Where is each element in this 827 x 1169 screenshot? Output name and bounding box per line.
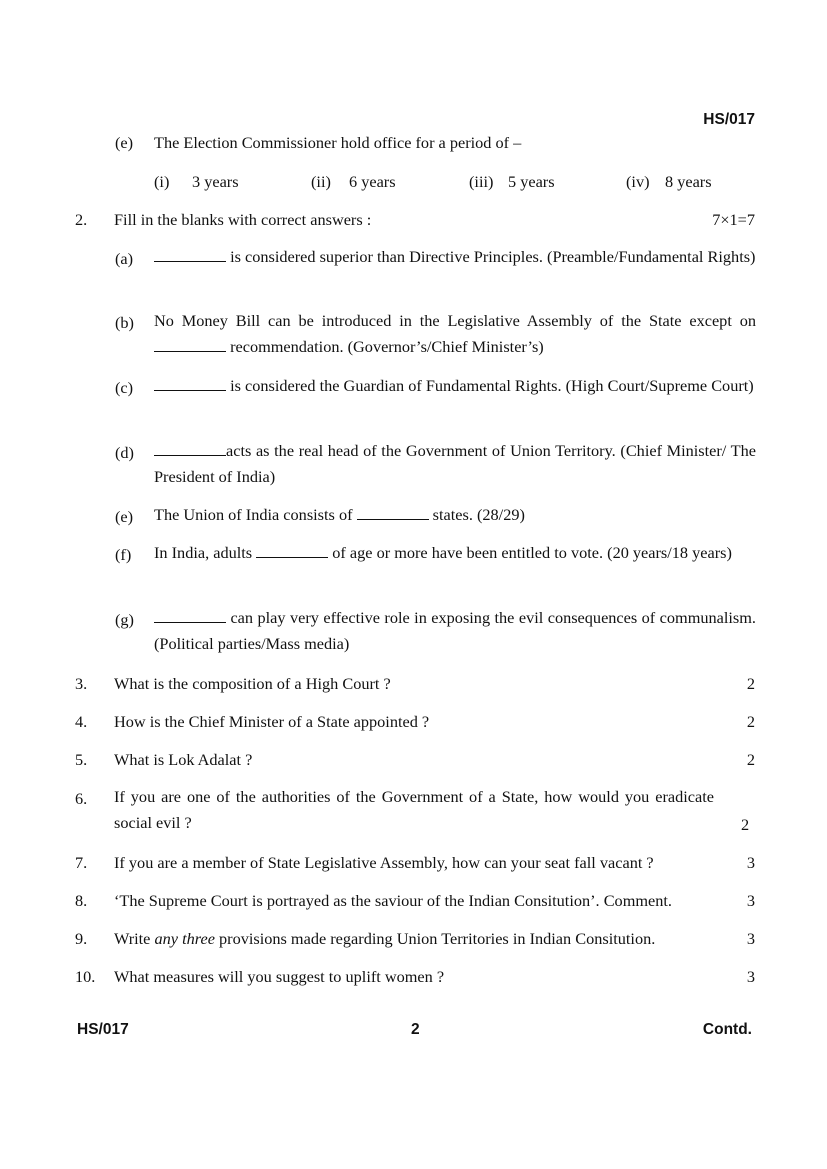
continued-label: Contd. <box>702 1021 752 1038</box>
q5-marks: 2 <box>746 750 755 769</box>
q2f-label: (f) <box>115 545 132 564</box>
header-code: HS/017 <box>703 111 755 128</box>
q9-text: Write any three provisions made regarding Union Territories in Indian Consitution. <box>114 929 656 948</box>
q2e-label: (e) <box>115 507 134 526</box>
q2d-label: (d) <box>115 443 134 462</box>
q1e-option-num: (iv) <box>626 172 650 191</box>
answer-blank[interactable] <box>154 248 226 262</box>
q1e-option-num: (i) <box>154 172 170 191</box>
q1e-option-text: 8 years <box>665 172 712 191</box>
q8-marks: 3 <box>746 891 755 910</box>
q10-marks: 3 <box>746 967 755 986</box>
q1e-option-text: 3 years <box>192 172 239 191</box>
answer-blank[interactable] <box>256 544 328 558</box>
answer-blank[interactable] <box>154 338 226 352</box>
q4-text: How is the Chief Minister of a State appointed ? <box>114 712 430 731</box>
q7-number: 7. <box>75 853 88 872</box>
q1e-option-num: (iii) <box>469 172 494 191</box>
q10-text: What measures will you suggest to uplift women ? <box>114 967 445 986</box>
q1e-option-text: 6 years <box>349 172 396 191</box>
q2c-label: (c) <box>115 378 134 397</box>
q2g-item: can play very effective role in exposing the evil consequences of communalism. (Political parties/Mass media) <box>154 608 756 653</box>
q9-marks: 3 <box>746 929 755 948</box>
answer-blank[interactable] <box>154 609 226 623</box>
q2b-label: (b) <box>115 313 134 332</box>
q3-number: 3. <box>75 674 88 693</box>
q8-text: ‘The Supreme Court is portrayed as the saviour of the Indian Consitution’. Comment. <box>114 891 672 910</box>
q8-number: 8. <box>75 891 88 910</box>
q2-marks: 7×1=7 <box>712 210 755 229</box>
q2c-item: is considered the Guardian of Fundamental Rights. (High Court/Supreme Court) <box>154 373 756 399</box>
q9-number: 9. <box>75 929 88 948</box>
q2a-label: (a) <box>115 249 134 268</box>
answer-blank[interactable] <box>357 506 429 520</box>
q6-number: 6. <box>75 789 88 808</box>
q3-text: What is the composition of a High Court ? <box>114 674 391 693</box>
q2e-item: The Union of India consists of states. (28/29) <box>154 505 525 524</box>
q2b-item: No Money Bill can be introduced in the Legislative Assembly of the State except on recommendation. (Governor’s/Chief Minister’s) <box>154 311 756 356</box>
q1e-option-num: (ii) <box>311 172 331 191</box>
footer-code: HS/017 <box>77 1021 129 1038</box>
q2-number: 2. <box>75 210 88 229</box>
q2d-item: acts as the real head of the Government of Union Territory. (Chief Minister/ The President of India) <box>154 441 756 486</box>
q4-number: 4. <box>75 712 88 731</box>
page-number: 2 <box>411 1021 420 1038</box>
q2f-item: In India, adults of age or more have been entitled to vote. (20 years/18 years) <box>154 543 732 562</box>
q10-number: 10. <box>75 967 96 986</box>
q2-instruction: Fill in the blanks with correct answers : <box>114 210 372 229</box>
q6-text: If you are one of the authorities of the Government of a State, how would you eradicate social evil ? <box>114 787 714 832</box>
q2g-label: (g) <box>115 610 134 629</box>
q5-text: What is Lok Adalat ? <box>114 750 253 769</box>
answer-blank[interactable] <box>154 377 226 391</box>
q1e-option-text: 5 years <box>508 172 555 191</box>
q2a-item: is considered superior than Directive Principles. (Preamble/Fundamental Rights) <box>154 244 756 270</box>
q7-marks: 3 <box>746 853 755 872</box>
q3-marks: 2 <box>746 674 755 693</box>
q1e-label: (e) <box>115 133 134 152</box>
q5-number: 5. <box>75 750 88 769</box>
answer-blank[interactable] <box>154 442 226 456</box>
q1e-text: The Election Commissioner hold office for a period of – <box>154 133 522 152</box>
q4-marks: 2 <box>746 712 755 731</box>
q7-text: If you are a member of State Legislative Assembly, how can your seat fall vacant ? <box>114 853 654 872</box>
q6-marks: 2 <box>741 815 750 834</box>
